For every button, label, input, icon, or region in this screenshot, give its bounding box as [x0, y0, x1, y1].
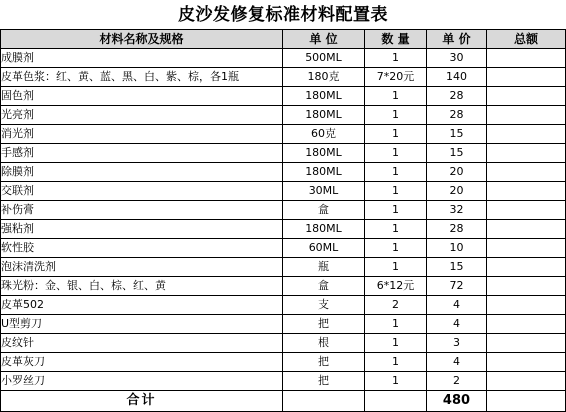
cell-qty: 7*20元 — [365, 68, 427, 87]
table-row — [1, 220, 566, 239]
header-qty: 数 量 — [365, 30, 427, 49]
cell-name: 交联剂 — [1, 182, 283, 201]
cell-qty: 1 — [365, 315, 427, 334]
cell-total — [487, 87, 566, 106]
cell-unit: 60ML — [283, 239, 365, 258]
cell-qty: 1 — [365, 87, 427, 106]
sheet-title: 皮沙发修复标准材料配置表 — [178, 5, 388, 25]
table-row — [1, 201, 566, 220]
header-total: 总额 — [487, 30, 566, 49]
cell-price: 15 — [427, 144, 487, 163]
cell-price: 4 — [427, 296, 487, 315]
cell-price: 28 — [427, 220, 487, 239]
cell-unit: 30ML — [283, 182, 365, 201]
cell-name: 除膜剂 — [1, 163, 283, 182]
table-row — [1, 258, 566, 277]
cell-total — [487, 353, 566, 372]
cell-price: 10 — [427, 239, 487, 258]
cell-qty: 1 — [365, 201, 427, 220]
table-row — [1, 277, 566, 296]
cell-price: 15 — [427, 258, 487, 277]
cell-name: 软性胶 — [1, 239, 283, 258]
cell-qty: 1 — [365, 125, 427, 144]
total-unit-cell — [283, 391, 365, 412]
cell-total — [487, 144, 566, 163]
cell-total — [487, 163, 566, 182]
cell-total — [487, 106, 566, 125]
cell-unit: 把 — [283, 315, 365, 334]
cell-unit: 180ML — [283, 106, 365, 125]
cell-price: 15 — [427, 125, 487, 144]
cell-unit: 根 — [283, 334, 365, 353]
total-qty-cell — [365, 391, 427, 412]
cell-price: 32 — [427, 201, 487, 220]
cell-name: 强粘剂 — [1, 220, 283, 239]
table-row — [1, 353, 566, 372]
table-row — [1, 163, 566, 182]
cell-qty: 1 — [365, 163, 427, 182]
total-amount: 480 — [427, 391, 487, 412]
cell-price: 140 — [427, 68, 487, 87]
cell-unit: 500ML — [283, 49, 365, 68]
cell-total — [487, 277, 566, 296]
table-row — [1, 87, 566, 106]
cell-name: 小罗丝刀 — [1, 372, 283, 391]
cell-total — [487, 49, 566, 68]
cell-unit: 盒 — [283, 201, 365, 220]
table-row — [1, 296, 566, 315]
cell-unit: 180ML — [283, 220, 365, 239]
table-row — [1, 239, 566, 258]
cell-name: 泡沫清洗剂 — [1, 258, 283, 277]
total-row — [1, 391, 566, 412]
cell-name: 成膜剂 — [1, 49, 283, 68]
cell-unit: 180ML — [283, 87, 365, 106]
cell-qty: 1 — [365, 144, 427, 163]
cell-qty: 1 — [365, 182, 427, 201]
cell-name: 光亮剂 — [1, 106, 283, 125]
cell-qty: 1 — [365, 372, 427, 391]
cell-qty: 1 — [365, 334, 427, 353]
table-row — [1, 68, 566, 87]
total-sum-cell — [487, 391, 566, 412]
cell-unit: 60克 — [283, 125, 365, 144]
cell-unit: 把 — [283, 372, 365, 391]
table-row — [1, 315, 566, 334]
cell-price: 2 — [427, 372, 487, 391]
cell-name: 补伤膏 — [1, 201, 283, 220]
cell-qty: 1 — [365, 353, 427, 372]
cell-total — [487, 201, 566, 220]
table-row — [1, 372, 566, 391]
table-row — [1, 49, 566, 68]
header-name: 材料名称及规格 — [1, 30, 283, 49]
cell-unit: 支 — [283, 296, 365, 315]
cell-unit: 180克 — [283, 68, 365, 87]
cell-qty: 1 — [365, 49, 427, 68]
table-row — [1, 106, 566, 125]
cell-total — [487, 315, 566, 334]
cell-name: 皮纹针 — [1, 334, 283, 353]
cell-total — [487, 372, 566, 391]
cell-name: 消光剂 — [1, 125, 283, 144]
table-row — [1, 125, 566, 144]
cell-name: 珠光粉：金、银、白、棕、红、黄 — [1, 277, 283, 296]
total-label: 合计 — [1, 391, 283, 412]
cell-qty: 1 — [365, 220, 427, 239]
cell-qty: 1 — [365, 258, 427, 277]
cell-name: 手感剂 — [1, 144, 283, 163]
cell-price: 4 — [427, 353, 487, 372]
table-row — [1, 334, 566, 353]
cell-price: 28 — [427, 87, 487, 106]
cell-qty: 2 — [365, 296, 427, 315]
materials-table — [0, 29, 566, 412]
cell-total — [487, 182, 566, 201]
cell-total — [487, 258, 566, 277]
header-unit: 单 位 — [283, 30, 365, 49]
cell-unit: 180ML — [283, 144, 365, 163]
cell-total — [487, 239, 566, 258]
cell-total — [487, 68, 566, 87]
cell-price: 20 — [427, 182, 487, 201]
cell-name: 皮革灰刀 — [1, 353, 283, 372]
cell-price: 30 — [427, 49, 487, 68]
cell-unit: 瓶 — [283, 258, 365, 277]
cell-unit: 盒 — [283, 277, 365, 296]
cell-qty: 1 — [365, 106, 427, 125]
cell-name: 皮革色浆：红、黄、蓝、黑、白、紫、棕，各1瓶 — [1, 68, 283, 87]
cell-unit: 把 — [283, 353, 365, 372]
table-row — [1, 144, 566, 163]
header-price: 单 价 — [427, 30, 487, 49]
table-row — [1, 182, 566, 201]
cell-name: U型剪刀 — [1, 315, 283, 334]
cell-price: 20 — [427, 163, 487, 182]
cell-price: 4 — [427, 315, 487, 334]
cell-name: 皮革502 — [1, 296, 283, 315]
header-row — [1, 30, 566, 49]
cell-qty: 6*12元 — [365, 277, 427, 296]
table-body — [1, 49, 566, 412]
cell-total — [487, 334, 566, 353]
cell-price: 28 — [427, 106, 487, 125]
cell-price: 72 — [427, 277, 487, 296]
cell-unit: 180ML — [283, 163, 365, 182]
cell-qty: 1 — [365, 239, 427, 258]
cell-name: 固色剂 — [1, 87, 283, 106]
cell-total — [487, 296, 566, 315]
cell-total — [487, 125, 566, 144]
cell-total — [487, 220, 566, 239]
cell-price: 3 — [427, 334, 487, 353]
